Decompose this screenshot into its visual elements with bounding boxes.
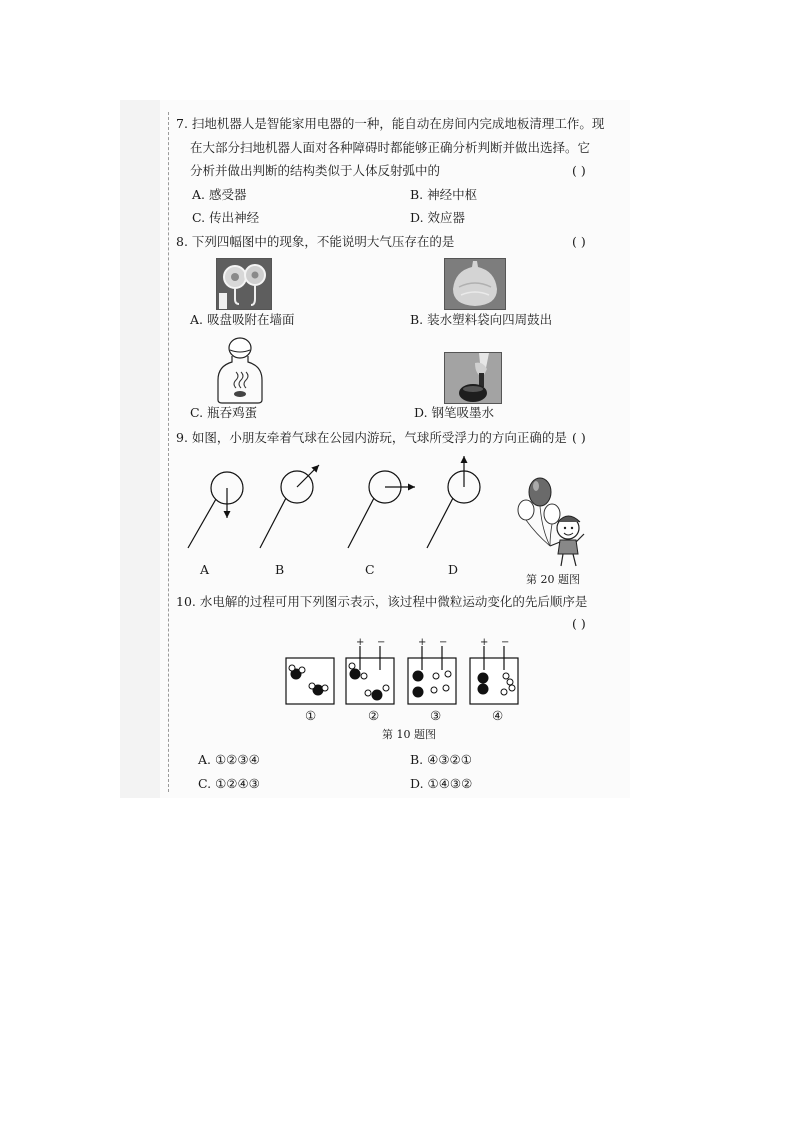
box-label-2: ② [368,708,380,723]
cut-line [168,112,169,792]
diagram-label-a: A [200,562,210,577]
q9-figure-caption: 第 20 题图 [526,573,580,586]
box-label-1: ① [305,708,317,723]
q10-option-b: B. ④③②① [410,752,472,767]
q7-option-c: C. 传出神经 [192,210,260,225]
q10-figure-caption: 第 10 题图 [382,728,436,741]
q7-option-d: D. 效应器 [410,210,466,225]
egg-bottle-drawing [214,336,266,404]
q7-option-a: A. 感受器 [192,187,247,202]
q7-line3: 分析并做出判断的结构类似于人体反射弧中的 [190,163,441,178]
q8-stem: 8. 下列四幅图中的现象，不能说明大气压存在的是 [176,234,455,249]
diagram-d [427,456,480,548]
electrolysis-box-1 [286,658,334,704]
q8-option-b: B. 装水塑料袋向四周鼓出 [410,312,553,327]
plus-sign-3: + [418,637,427,648]
fountain-pen-photo [444,352,502,404]
q10-option-c: C. ①②④③ [198,776,260,791]
q10-answer-paren: ( ) [572,616,586,631]
minus-sign-4: − [501,637,510,648]
q7-line1: 7. 扫地机器人是智能家用电器的一种，能自动在房间内完成地板清理工作。现 [176,116,605,131]
diagram-label-b: B [275,562,285,577]
q8-option-c: C. 瓶吞鸡蛋 [190,405,258,420]
binding-margin [120,100,160,798]
box-label-3: ③ [430,708,442,723]
q9-answer-paren: ( ) [572,430,586,445]
q7-line2: 在大部分扫地机器人面对各种障碍时都能够正确分析判断并做出选择。它 [190,140,591,155]
q10-option-a: A. ①②③④ [198,752,260,767]
child-with-balloons [514,470,590,570]
diagram-a [188,472,243,548]
electrolysis-box-3 [408,646,456,704]
q8-option-a: A. 吸盘吸附在墙面 [190,312,295,327]
diagram-label-d: D [448,562,459,577]
balloon-force-diagrams [180,450,510,560]
q8-option-d: D. 钢笔吸墨水 [414,405,495,420]
suction-cup-photo [216,258,272,310]
minus-sign-2: − [377,637,386,648]
diagram-label-c: C [365,562,375,577]
water-bag-photo [444,258,506,310]
diagram-b [260,465,319,548]
q7-option-b: B. 神经中枢 [410,187,478,202]
q9-stem: 9. 如图，小朋友牵着气球在公园内游玩，气球所受浮力的方向正确的是 [176,430,567,445]
q7-answer-paren: ( ) [572,163,586,178]
plus-sign-2: + [356,637,365,648]
minus-sign-3: − [439,637,448,648]
q10-stem: 10. 水电解的过程可用下列图示表示，该过程中微粒运动变化的先后顺序是 [176,594,588,609]
q8-answer-paren: ( ) [572,234,586,249]
diagram-c [348,471,415,548]
q10-option-d: D. ①④③② [410,776,473,791]
electrolysis-box-4 [470,646,518,704]
plus-sign-4: + [480,637,489,648]
electrolysis-box-2 [346,646,394,704]
box-label-4: ④ [492,708,504,723]
